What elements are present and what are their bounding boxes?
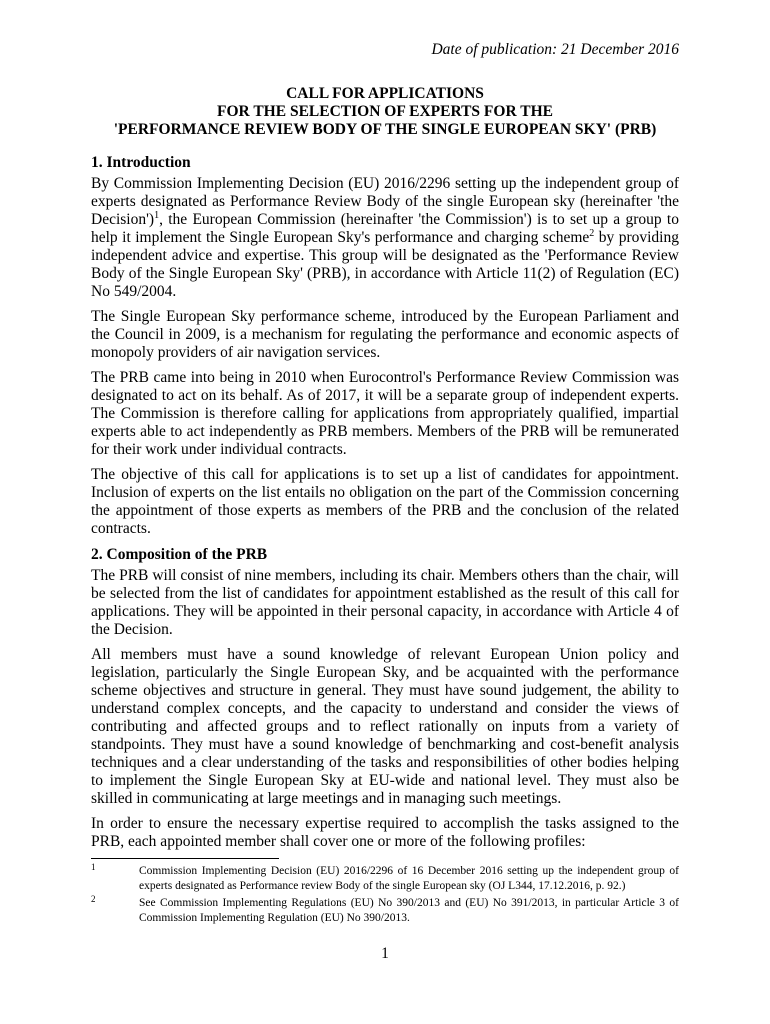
footnotes bbox=[91, 864, 679, 928]
section-2-heading: 2. Composition of the PRB bbox=[91, 546, 268, 563]
footnote-ref-2: 2 bbox=[589, 228, 595, 239]
footnote-2 bbox=[91, 896, 679, 925]
section-1-paragraph-1 bbox=[91, 175, 679, 301]
paragraph-text: By Commission Implementing Decision (EU) 2016/2296 setting up the independent group of experts designated as Performance Review Body of the single European sky (hereinafter 'the Decision') bbox=[91, 175, 679, 228]
section-1-paragraph-3: The PRB came into being in 2010 when Eurocontrol's Performance Review Commission was designated to act on its behalf. As of 2017, it will be a separate group of independent experts. The Commission is therefore calling for applications from appropriately qualified, impartial experts able to act independently as PRB members. Members of the PRB will be remunerated for their work under individual contracts. bbox=[91, 369, 679, 458]
title-line-1: CALL FOR APPLICATIONS bbox=[286, 85, 484, 102]
footnote-separator bbox=[91, 858, 279, 859]
paragraph-text: , the European Commission (hereinafter 'the Commission') is to set up a group to help it implement the Single European Sky's performance and charging scheme bbox=[91, 211, 679, 246]
section-1-paragraph-4: The objective of this call for applications is to set up a list of candidates for appointment. Inclusion of experts on the list entails no obligation on the part of the Commission concerning the appointment of those experts as members of the PRB and the conclusion of the related contracts. bbox=[91, 466, 679, 537]
footnote-number: 2 bbox=[91, 894, 96, 904]
footnote-number: 1 bbox=[91, 862, 96, 872]
title-line-3: 'PERFORMANCE REVIEW BODY OF THE SINGLE EUROPEAN SKY' (PRB) bbox=[113, 121, 657, 138]
footnote-1 bbox=[91, 864, 679, 893]
paragraph-text: by providing independent advice and expertise. This group will be designated as the 'Performance Review Body of the Single European Sky' (PRB), in accordance with Article 11(2) of Regulation (EC) No 549/2004. bbox=[91, 229, 679, 300]
footnote-ref-1: 1 bbox=[154, 210, 160, 221]
document-body bbox=[91, 40, 679, 858]
document-title bbox=[91, 85, 679, 139]
footnote-text: See Commission Implementing Regulations (EU) No 390/2013 and (EU) No 391/2013, in particular Article 3 of Commission Implementing Regulation (EU) No 390/2013. bbox=[139, 897, 679, 924]
page-number: 1 bbox=[381, 945, 389, 962]
section-1-heading: 1. Introduction bbox=[91, 154, 191, 171]
section-1-paragraph-2: The Single European Sky performance scheme, introduced by the European Parliament and the Council in 2009, is a mechanism for regulating the performance and economic aspects of monopoly providers of air navigation services. bbox=[91, 308, 679, 361]
section-2-paragraph-2: All members must have a sound knowledge of relevant European Union policy and legislation, particularly the Single European Sky, and be acquainted with the performance scheme objectives and structure in general. They must have sound judgement, the ability to understand complex concepts, and the capacity to understand and consider the views of contributing and affected groups and to reflect rationally on inputs from a variety of standpoints. They must have a sound knowledge of benchmarking and cost-benefit analysis techniques and a clear understanding of the tasks and responsibilities of other bodies helping to implement the Single European Sky at EU-wide and national level. They must also be skilled in communicating at large meetings and in managing such meetings. bbox=[91, 646, 679, 807]
publication-date: Date of publication: 21 December 2016 bbox=[431, 41, 679, 58]
title-line-2: FOR THE SELECTION OF EXPERTS FOR THE bbox=[217, 103, 553, 120]
footnote-text: Commission Implementing Decision (EU) 2016/2296 of 16 December 2016 setting up the independent group of experts designated as Performance review Body of the single European sky (OJ L344, 17.12.2016, p. 92.) bbox=[139, 865, 679, 892]
section-2-paragraph-1: The PRB will consist of nine members, including its chair. Members others than the chair, will be selected from the list of candidates for appointment established as the result of this call for applications. They will be appointed in their personal capacity, in accordance with Article 4 of the Decision. bbox=[91, 567, 679, 638]
section-2-paragraph-3: In order to ensure the necessary expertise required to accomplish the tasks assigned to the PRB, each appointed member shall cover one or more of the following profiles: bbox=[91, 815, 679, 850]
